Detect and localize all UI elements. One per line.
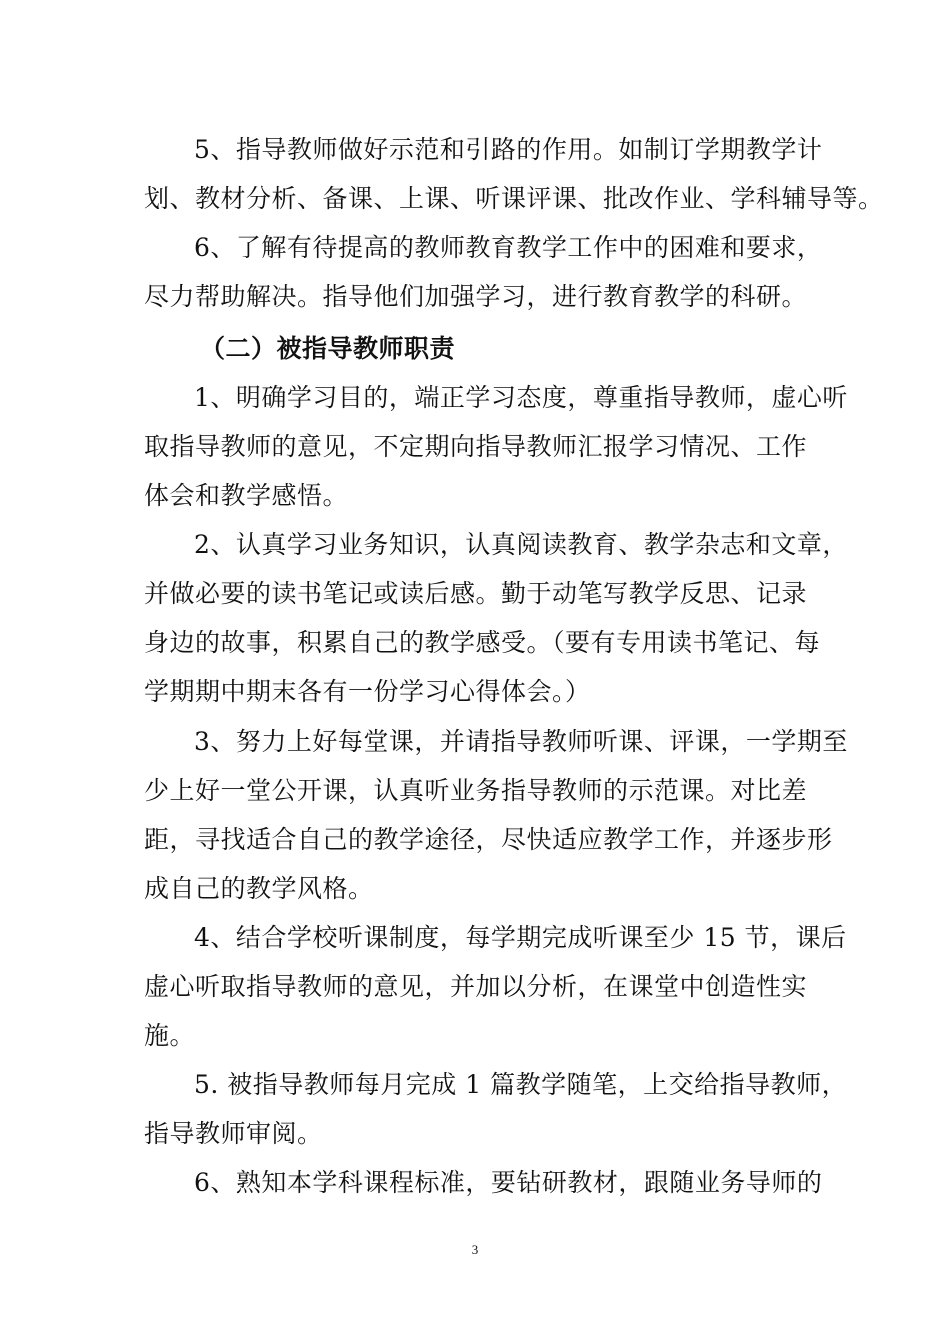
duty-2-line-1: 2、认真学习业务知识，认真阅读教育、教学杂志和文章， [194, 530, 848, 559]
duty-1-line-2: 取指导教师的意见，不定期向指导教师汇报学习情况、工作 [144, 432, 808, 461]
page-number: 3 [471, 1242, 479, 1257]
duty-3-line-1: 3、努力上好每堂课，并请指导教师听课、评课，一学期至 [194, 727, 848, 756]
duty-3-line-3: 距，寻找适合自己的教学途径，尽快适应教学工作，并逐步形 [144, 825, 833, 854]
duty-4-line-1: 4、结合学校听课制度，每学期完成听课至少 15 节，课后 [194, 923, 847, 952]
paragraph-5-line-2: 划、教材分析、备课、上课、听课评课、批改作业、学科辅导等。 [144, 184, 884, 213]
duty-3-line-2: 少上好一堂公开课，认真听业务指导教师的示范课。对比差 [144, 776, 808, 805]
paragraph-5-line-1: 5、指导教师做好示范和引路的作用。如制订学期教学计 [194, 135, 823, 164]
duty-1-line-1: 1、明确学习目的，端正学习态度，尊重指导教师，虚心听 [194, 383, 848, 412]
paragraph-6-line-1: 6、了解有待提高的教师教育教学工作中的困难和要求， [194, 233, 823, 262]
duty-4-line-3: 施。 [144, 1021, 196, 1050]
duty-1-line-3: 体会和教学感悟。 [144, 481, 349, 510]
duty-2-line-3: 身边的故事，积累自己的教学感受。（要有专用读书笔记、每 [144, 628, 821, 657]
duty-3-line-4: 成自己的教学风格。 [144, 874, 374, 903]
duty-2-line-2: 并做必要的读书笔记或读后感。勤于动笔写教学反思、记录 [144, 579, 808, 608]
duty-4-line-2: 虚心听取指导教师的意见，并加以分析，在课堂中创造性实 [144, 972, 808, 1001]
duty-6-line-1: 6、熟知本学科课程标准，要钻研教材，跟随业务导师的 [194, 1168, 823, 1197]
section-heading: （二）被指导教师职责 [200, 334, 456, 363]
duty-5-line-2: 指导教师审阅。 [144, 1119, 323, 1148]
duty-2-line-4: 学期期中期末各有一份学习心得体会。） [144, 677, 591, 706]
duty-5-line-1: 5. 被指导教师每月完成 1 篇教学随笔，上交给指导教师， [194, 1070, 848, 1099]
paragraph-6-line-2: 尽力帮助解决。指导他们加强学习，进行教育教学的科研。 [144, 282, 808, 311]
